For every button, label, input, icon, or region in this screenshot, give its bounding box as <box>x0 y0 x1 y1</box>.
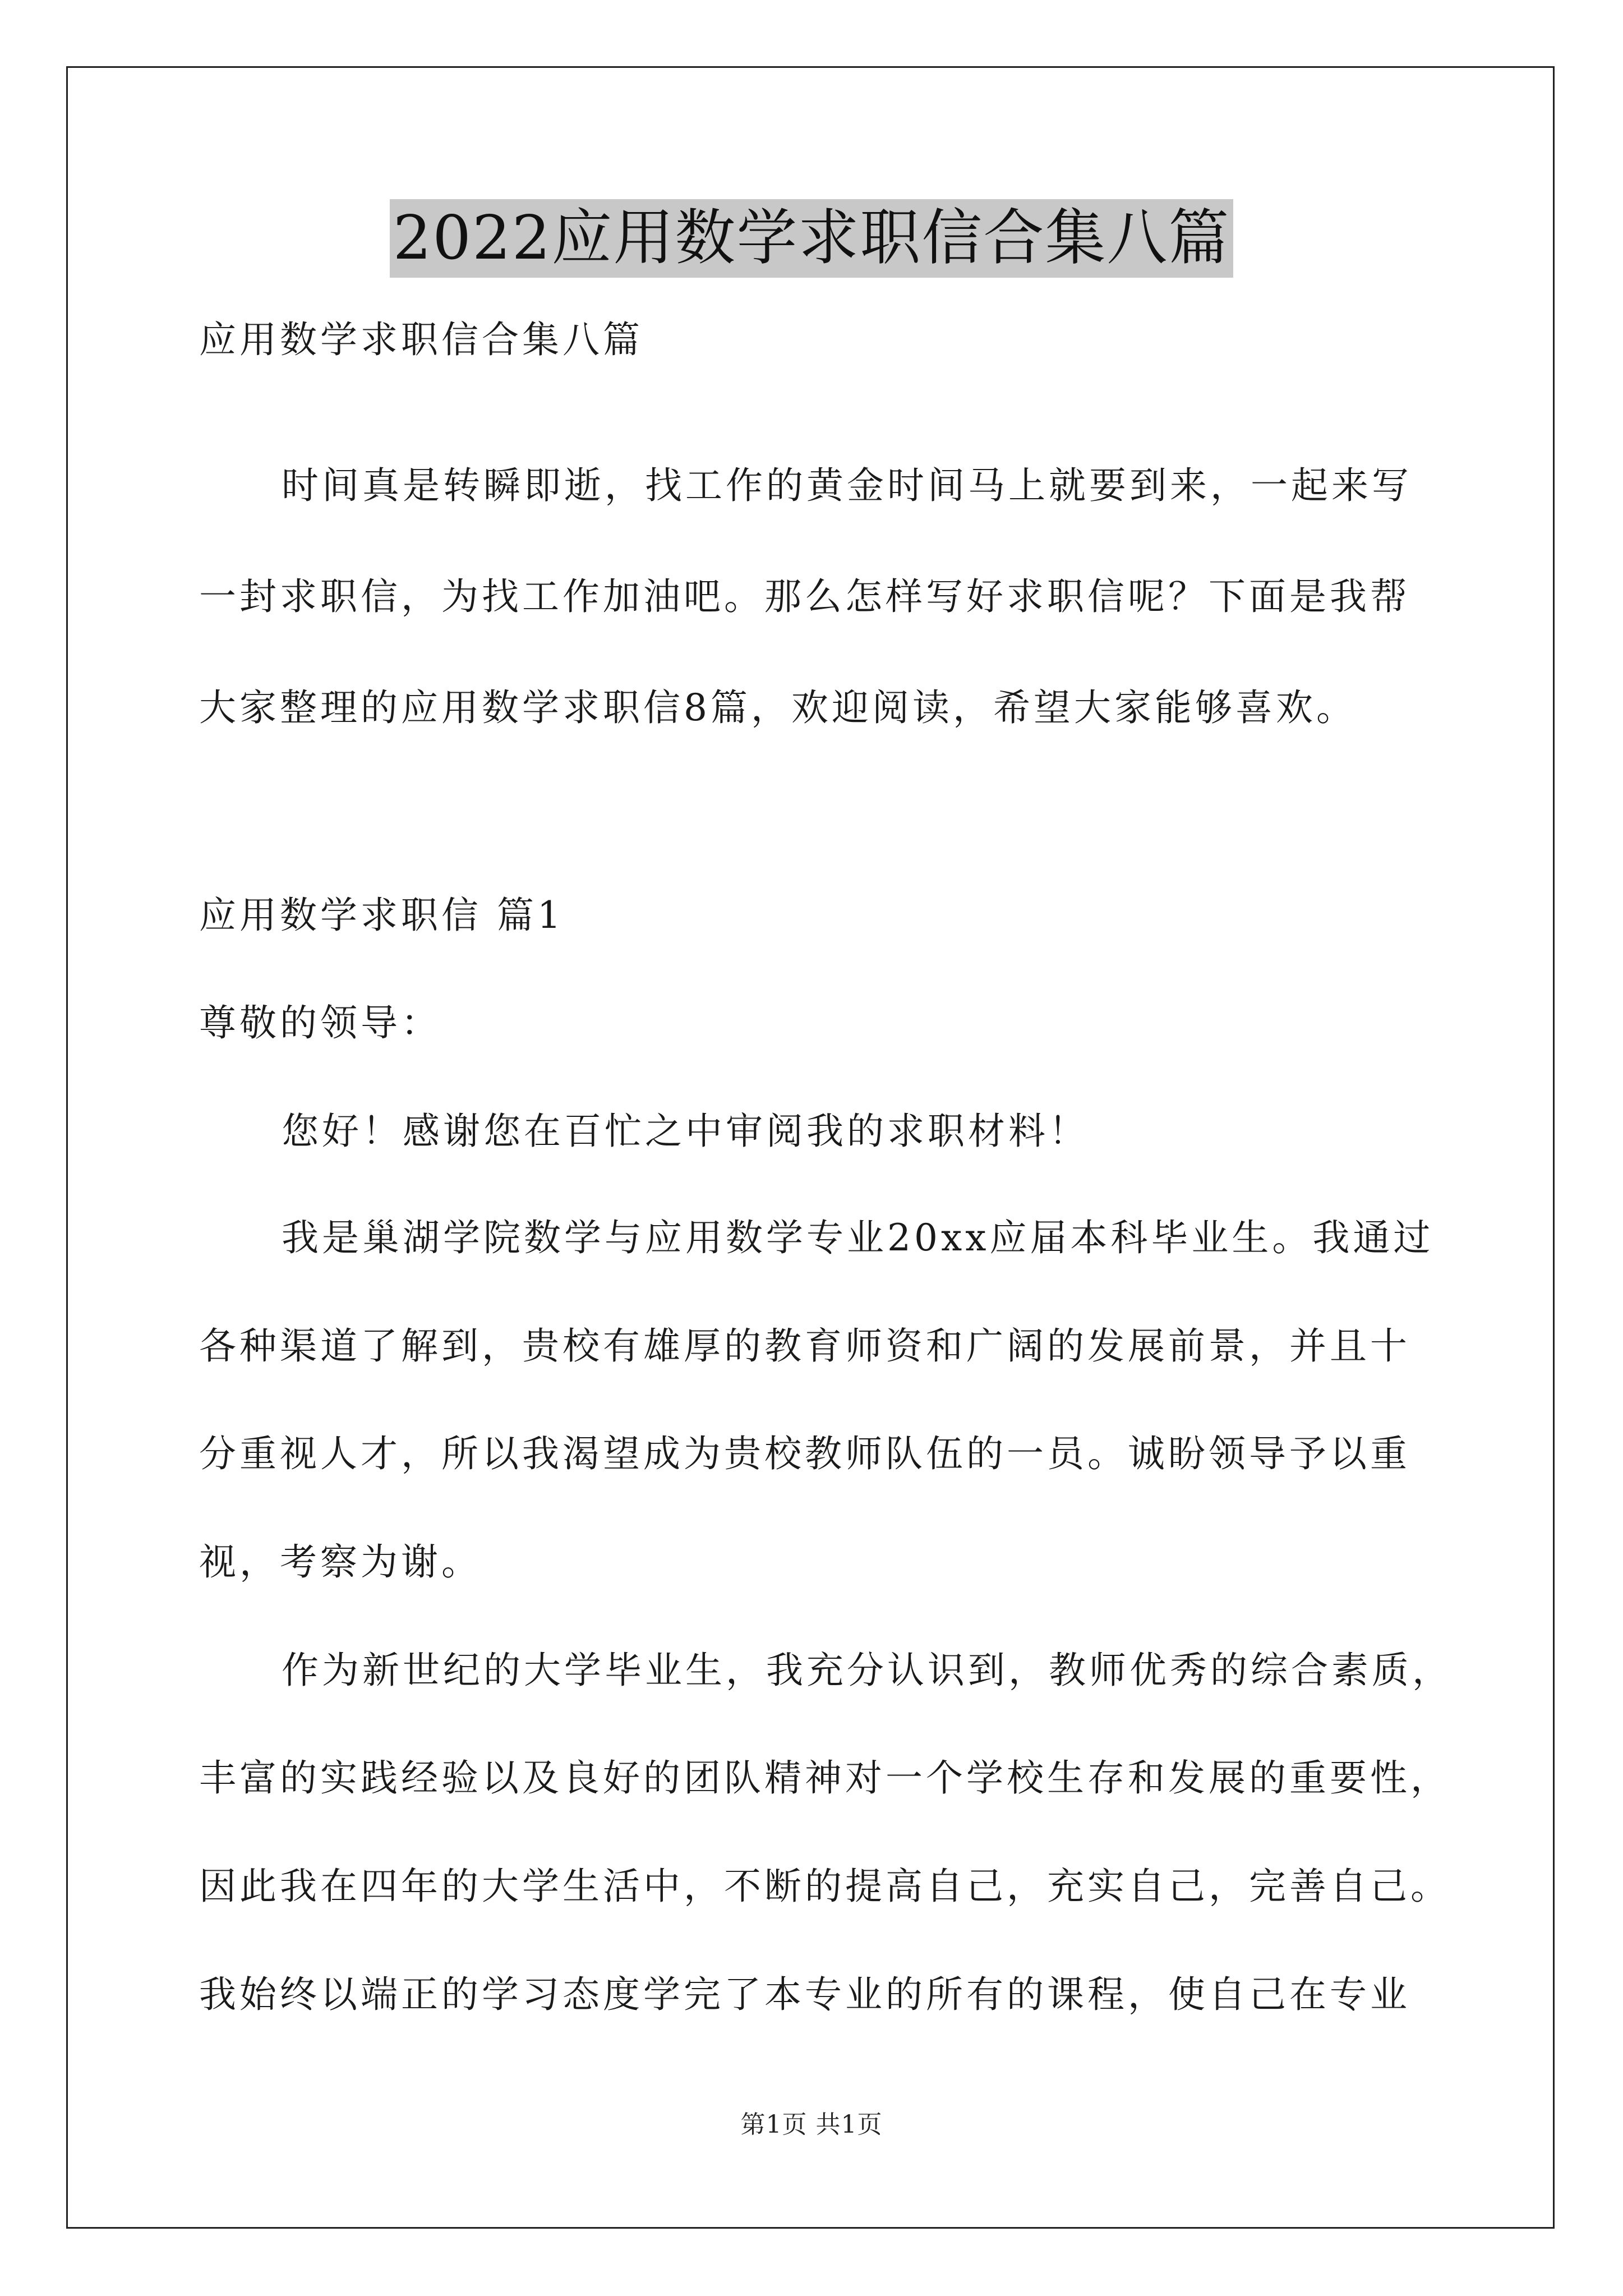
greeting-line: 您好！感谢您在百忙之中审阅我的求职材料！ <box>282 1110 1089 1153</box>
intro-line: 一封求职信，为找工作加油吧。那么怎样写好求职信呢？下面是我帮 <box>199 575 1410 618</box>
intro-line: 时间真是转瞬即逝，找工作的黄金时间马上就要到来，一起来写 <box>282 464 1412 507</box>
salutation: 尊敬的领导： <box>199 1001 441 1045</box>
paragraph-line: 我是巢湖学院数学与应用数学专业20xx应届本科毕业生。我通过 <box>282 1216 1434 1259</box>
paragraph-line: 各种渠道了解到，贵校有雄厚的教育师资和广阔的发展前景，并且十 <box>199 1324 1410 1368</box>
page-footer: 第1页 共1页 <box>740 2110 883 2139</box>
paragraph-line: 视，考察为谢。 <box>199 1540 482 1584</box>
document-title: 2022应用数学求职信合集八篇 <box>390 199 1234 278</box>
title-container <box>0 199 1623 278</box>
paragraph-line: 作为新世纪的大学毕业生，我充分认识到，教师优秀的综合素质， <box>282 1649 1453 1692</box>
paragraph-line: 丰富的实践经验以及良好的团队精神对一个学校生存和发展的重要性， <box>199 1756 1451 1800</box>
paragraph-line: 我始终以端正的学习态度学完了本专业的所有的课程，使自己在专业 <box>199 1973 1410 2016</box>
section-heading: 应用数学求职信 篇1 <box>199 894 564 937</box>
paragraph-line: 因此我在四年的大学生活中，不断的提高自己，充实自己，完善自己。 <box>199 1865 1451 1908</box>
subtitle: 应用数学求职信合集八篇 <box>199 318 643 361</box>
paragraph-line: 分重视人才，所以我渴望成为贵校教师队伍的一员。诚盼领导予以重 <box>199 1432 1410 1475</box>
intro-line: 大家整理的应用数学求职信8篇，欢迎阅读，希望大家能够喜欢。 <box>199 686 1357 729</box>
